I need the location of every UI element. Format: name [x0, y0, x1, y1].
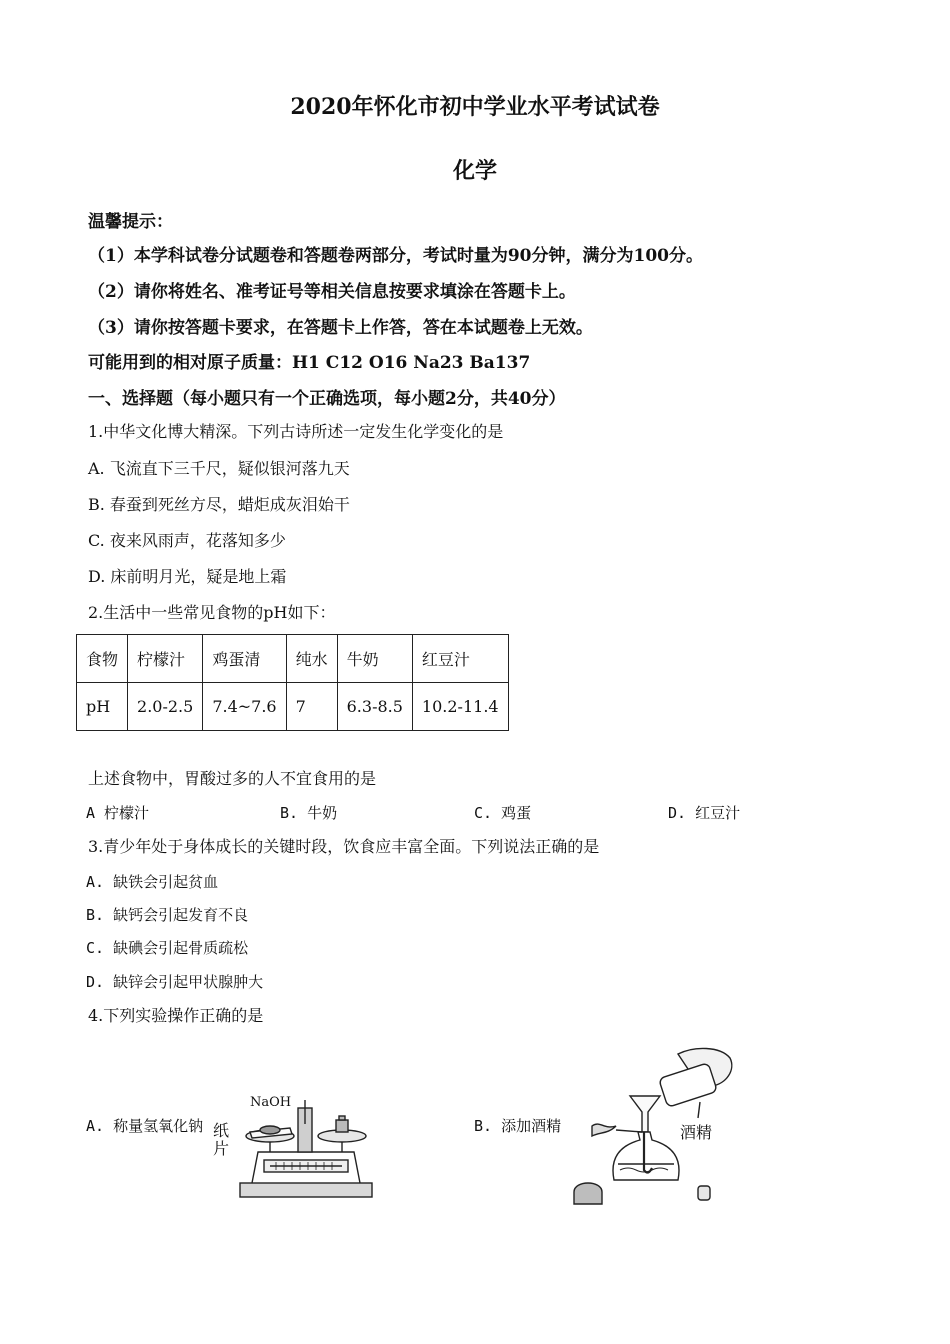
table-cell: pH — [77, 683, 128, 731]
table-cell: 柠檬汁 — [128, 635, 203, 683]
q1-option-b: B. 春蚕到死丝方尽，蜡炬成灰泪始干 — [88, 495, 350, 514]
table-cell: 6.3-8.5 — [337, 683, 412, 731]
notice-heading: 温馨提示： — [88, 212, 173, 232]
q2-stem: 2.生活中一些常见食物的pH如下： — [88, 603, 336, 622]
alcohol-label: 酒精 — [680, 1123, 713, 1142]
table-cell: 7 — [286, 683, 337, 731]
q2-option-d: D. 红豆汁 — [668, 804, 741, 822]
section-heading: 一、选择题（每小题只有一个正确选项，每小题2分，共40分） — [88, 389, 566, 409]
q1-option-d: D. 床前明月光，疑是地上霜 — [88, 567, 287, 586]
q4-option-b: B. 添加酒精 — [474, 1117, 562, 1135]
table-cell: 7.4~7.6 — [203, 683, 286, 731]
atomic-masses: 可能用到的相对原子质量：H1 C12 O16 Na23 Ba137 — [88, 353, 531, 373]
q2-followup: 上述食物中，胃酸过多的人不宜食用的是 — [88, 769, 377, 788]
q1-option-c: C. 夜来风雨声，花落知多少 — [88, 531, 286, 550]
q3-option-a: A. 缺铁会引起贫血 — [86, 873, 219, 891]
table-cell: 纯水 — [286, 635, 337, 683]
notice-item-2: （2）请你将姓名、准考证号等相关信息按要求填涂在答题卡上。 — [88, 282, 576, 302]
q1-option-a: A. 飞流直下三千尺，疑似银河落九天 — [88, 459, 350, 478]
q3-stem: 3.青少年处于身体成长的关键时段，饮食应丰富全面。下列说法正确的是 — [88, 837, 600, 856]
notice-item-3: （3）请你按答题卡要求，在答题卡上作答，答在本试题卷上无效。 — [88, 318, 593, 338]
q3-option-b: B. 缺钙会引起发育不良 — [86, 906, 249, 924]
exam-title: 2020年怀化市初中学业水平考试试卷 — [290, 94, 660, 120]
q4-option-a: A. 称量氢氧化钠 — [86, 1117, 204, 1135]
ph-table — [76, 634, 509, 731]
notice-item-1: （1）本学科试卷分试题卷和答题卷两部分，考试时量为90分钟，满分为100分。 — [88, 246, 703, 266]
q3-option-c: C. 缺碘会引起骨质疏松 — [86, 939, 249, 957]
table-cell: 10.2-11.4 — [412, 683, 508, 731]
paper-label-1: 纸 — [213, 1121, 230, 1140]
balance-illustration — [230, 1090, 380, 1205]
alcohol-lamp-illustration — [570, 1040, 740, 1210]
table-header-row — [77, 635, 509, 683]
q4-stem: 4.下列实验操作正确的是 — [88, 1006, 264, 1025]
q2-option-b: B. 牛奶 — [280, 804, 338, 822]
q2-option-a: A 柠檬汁 — [86, 804, 150, 822]
paper-label-2: 片 — [213, 1139, 230, 1158]
q3-option-d: D. 缺锌会引起甲状腺肿大 — [86, 973, 264, 991]
table-cell: 食物 — [77, 635, 128, 683]
q1-stem: 1.中华文化博大精深。下列古诗所述一定发生化学变化的是 — [88, 422, 504, 441]
table-cell: 红豆汁 — [412, 635, 508, 683]
table-cell: 牛奶 — [337, 635, 412, 683]
table-row — [77, 683, 509, 731]
naoh-label: NaOH — [250, 1095, 292, 1110]
q2-option-c: C. 鸡蛋 — [474, 804, 532, 822]
table-cell: 2.0-2.5 — [128, 683, 203, 731]
table-cell: 鸡蛋清 — [203, 635, 286, 683]
subject-title: 化学 — [452, 158, 497, 184]
